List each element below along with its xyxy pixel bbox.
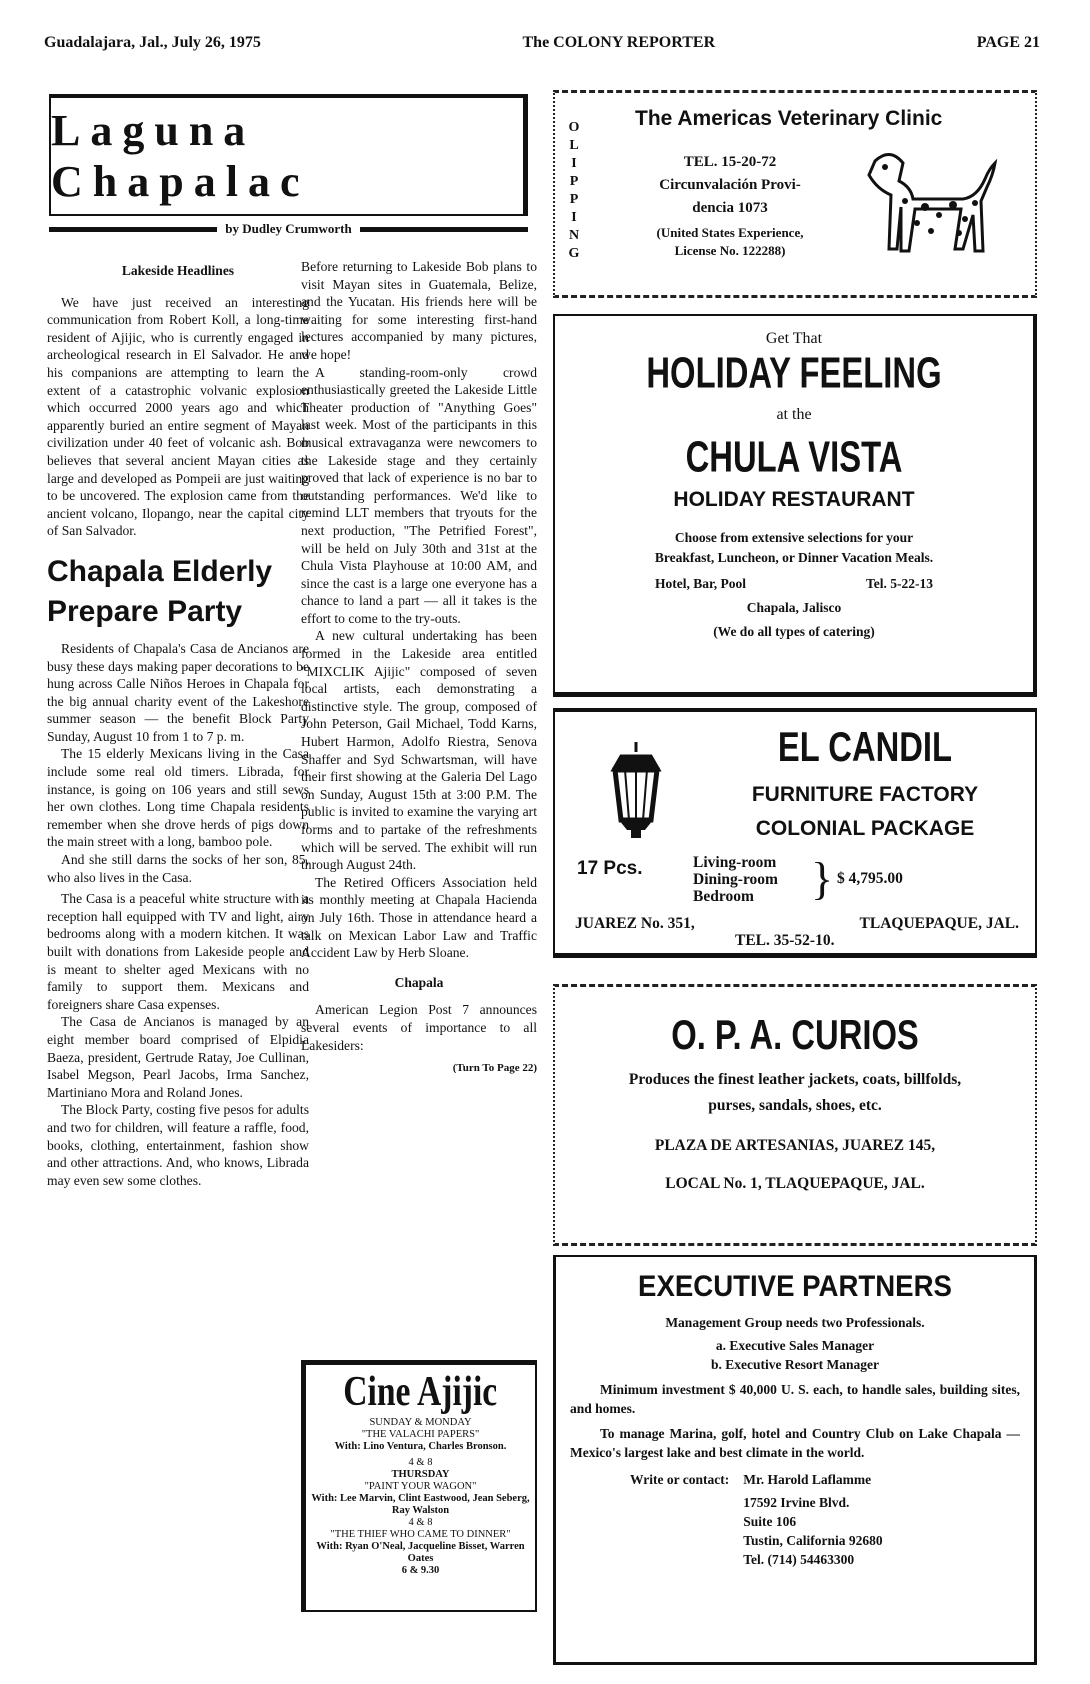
ad-line: Breakfast, Luncheon, or Dinner Vacation Meals. [654,550,934,565]
paragraph: The 15 elderly Mexicans living in the Casa include some real old timers. Librada, for instance, is going on 106 years and still sews her own clothes. Long time Chapala residents remember when she drove herds of pigs down the main street with a long, bamboo pole. [47,746,309,850]
ad-line: Hotel, Bar, Pool Tel. 5-22-13 [655,576,933,591]
opa-curios-ad [553,984,1037,1246]
executive-partners-ad [553,1255,1037,1665]
ad-line: "PAINT YOUR WAGON" [364,1481,477,1492]
ad-paragraph: To manage Marina, golf, hotel and Country Club on Lake Chapala — Mexico's largest lake and best climate in the world. [570,1426,1020,1460]
note: (United States Experience, [656,225,804,240]
lantern-icon [601,740,671,840]
vet-clinic-ad [553,90,1037,298]
ad-title: The Americas Veterinary Clinic [635,107,943,130]
ad-line: at the [776,406,812,423]
brace: } [811,853,834,904]
subhead: Lakeside Headlines [121,263,235,278]
rule [49,227,217,232]
left-column [47,258,309,1189]
room: Dining-room [693,871,778,888]
address: Circunvalación Provi- [659,177,801,193]
paragraph: The Casa is a peaceful white structure with a reception hall equipped with TV and light, airy bedrooms along with a modern kitchen. It was built with donations from Lakeside people and is meant to shelter aged Mexicans with no family to support them. Mexicans and foreigners share Casa expenses. [47,891,309,1012]
piece-count: 17 Pcs. [577,858,643,879]
ad-line: Produces the finest leather jackets, coats, billfolds, [628,1071,962,1088]
ad-line: "THE VALACHI PAPERS" [361,1429,480,1440]
ad-line: THURSDAY [391,1469,450,1480]
ad-line: Chapala, Jalisco [746,600,842,615]
ad-line: 4 & 8 [408,1457,433,1468]
paragraph: And she still darns the socks of her son, 85, who also lives in the Casa. [47,852,309,885]
ad-line: PLAZA DE ARTESANIAS, JUAREZ 145, [654,1137,936,1154]
position: a. Executive Sales Manager [715,1338,875,1353]
ad-line: "THE THIEF WHO CAME TO DINNER" [330,1529,511,1540]
note: License No. 122288) [674,243,786,258]
headline: Chapala Elderly Prepare Party [47,554,273,628]
ad-subheadline: HOLIDAY RESTAURANT [673,488,915,511]
byline-text: by Dudley Crumworth [225,221,352,236]
paragraph: A new cultural undertaking has been formed in the Lakeside area entitled "MIXCLIK Ajijic" composed of seven local artists, each demonstrating a distinctive style. The group, composed of John Peterson, Gail Michael, Todd Karns, Hubert Harmon, Adolfo Riestra, Senova Shaffer and Syd Schwartsman, will have their first showing at the Galeria Del Lago on Sunday, August 15th at 3:00 P.M. The public is invited to examine the varying art forms and to partake of the refreshments which will be served. The exhibit will run through August 24th. [301,628,537,873]
phone: TEL. 35-52-10. [735,932,835,949]
ad-headline: HOLIDAY FEELING [646,348,942,398]
ad-title: EXECUTIVE PARTNERS [638,1270,952,1303]
phone: Tel. (714) 54463300 [743,1552,855,1567]
ad-title: EL CANDIL [777,723,953,770]
price: $ 4,795.00 [837,870,903,887]
el-candil-ad [553,708,1037,958]
page-header [44,34,1040,56]
rule [360,227,528,232]
subhead: Chapala [394,974,444,990]
address: Tustin, California 92680 [743,1533,883,1548]
paragraph: American Legion Post 7 announces several events of importance to all Lakesiders: [301,1002,537,1053]
ad-line: purses, sandals, shoes, etc. [708,1097,882,1114]
column-title: Laguna Chapalac [51,106,310,206]
ad-line: With: Lee Marvin, Clint Eastwood, Jean Seberg, Ray Walston [311,1493,530,1516]
address: 17592 Irvine Blvd. [743,1495,850,1510]
contact-label: Write or contact: [630,1472,730,1487]
page-number: PAGE 21 [976,34,1040,51]
chula-vista-ad [553,314,1037,697]
jump-line: (Turn To Page 22) [452,1062,537,1075]
newspaper-name: The COLONY REPORTER [522,34,716,51]
cine-ajijic-ad [301,1360,537,1612]
ad-line: Get That [765,330,823,347]
ad-line: Management Group needs two Professionals. [665,1315,925,1330]
paragraph: The Casa de Ancianos is managed by an eight member board comprised of Elpidia Baeza, president, Gertrude Ratay, Joe Cullinan, Isabel Megson, Pearl Jacobs, Irma Sanchez, Martiniano Mora and Roland Jones. [47,1014,309,1100]
paragraph: Residents of Chapala's Casa de Ancianos are busy these days making paper decorations to be hung across Calle Niños Heroes in Chapala for the big annual charity event of the Lakeshore summer season — the benefit Block Party Sunday, August 10 from 1 to 7 p. m. [47,640,309,744]
ad-line: 6 & 9.30 [401,1565,440,1576]
position: b. Executive Resort Manager [711,1357,879,1372]
paragraph: We have just received an interesting communication from Robert Koll, a long-time resident of Ajijic, who is currently engaged in archeological research in El Salvador. He and his companions are attempting to learn the extent of a catastrophic volvanic explosion which occurred 2000 years ago and which apparently buried an entire segment of Mayan civilization under 40 feet of volcanic ash. Bob believes that several ancient Mayan cities as large and developed as Pompeii are just waiting to be uncovered. The explosion came from the ancient volcano, Ilopango, near the capital city of San Salvador. [47,294,309,539]
ad-line: With: Ryan O'Neal, Jacqueline Bisset, Warren Oates [316,1541,525,1564]
ad-line: Choose from extensive selections for your [674,530,914,545]
address: Suite 106 [743,1514,797,1529]
ad-title: Cine Ajijic [343,1369,498,1415]
paragraph: The Block Party, costing five pesos for adults and two for children, will feature a raffle, food, books, clothing, entertainment, fashion show and other attractions. And, who knows, Librada may even sew some clothes. [47,1102,309,1188]
paragraph: A standing-room-only crowd enthusiastically greeted the Lakeside Little Theater production of "Anything Goes" last week. Most of the participants in this musical extravaganza were newcomers to the Lakeside stage and they certainly proved that lack of experience is no bar to outstanding performances. We'd like to remind LLT members that tryouts for the next production, "The Petrified Forest", will be held on July 30th and 31st at the Chula Vista Playhouse at 10:00 AM, and since the cast is a large one everyone has a chance to land a part — all it takes is the effort to come to the try-outs. [301,364,537,626]
ad-line: (We do all types of catering) [713,624,875,639]
ad-line: 4 & 8 [408,1517,433,1528]
room: Bedroom [693,888,754,905]
byline [49,221,528,237]
city: TLAQUEPAQUE, JAL. [859,915,1019,932]
middle-column [301,258,537,1078]
address: JUAREZ No. 351, [575,915,695,932]
dalmatian-dog-icon [855,141,1005,271]
ad-title: O. P. A. CURIOS [671,1011,919,1058]
contact-name: Mr. Harold Laflamme [743,1472,872,1487]
phone: TEL. 15-20-72 [683,154,777,170]
address: dencia 1073 [692,200,768,216]
ad-line: COLONIAL PACKAGE [755,817,975,840]
ad-line: LOCAL No. 1, TLAQUEPAQUE, JAL. [665,1175,925,1192]
ad-line: With: Lino Ventura, Charles Bronson. [334,1441,507,1452]
column-title-box [49,94,528,216]
ad-line: SUNDAY & MONDAY [369,1417,472,1428]
room: Living-room [693,854,777,871]
ad-paragraph: Minimum investment $ 40,000 U. S. each, to handle sales, building sites, and homes. [570,1382,1020,1416]
paragraph: The Retired Officers Association held its monthly meeting at Chapala Hacienda on July 16th. Those in attendance heard a talk on Mexican Labor Law and Traffic Accident Law by Herb Sloane. [301,874,537,961]
side-text: O L I P P I N G [568,120,580,261]
ad-headline: CHULA VISTA [685,432,903,482]
paragraph: Before returning to Lakeside Bob plans to visit Mayan sites in Guatemala, Belize, and the Yucatan. His friends here will be waiting for some interesting first-hand lectures accompanied by many pictures, we hope! [301,259,537,362]
ad-line: FURNITURE FACTORY [751,783,979,806]
dateline: Guadalajara, Jal., July 26, 1975 [44,34,261,51]
